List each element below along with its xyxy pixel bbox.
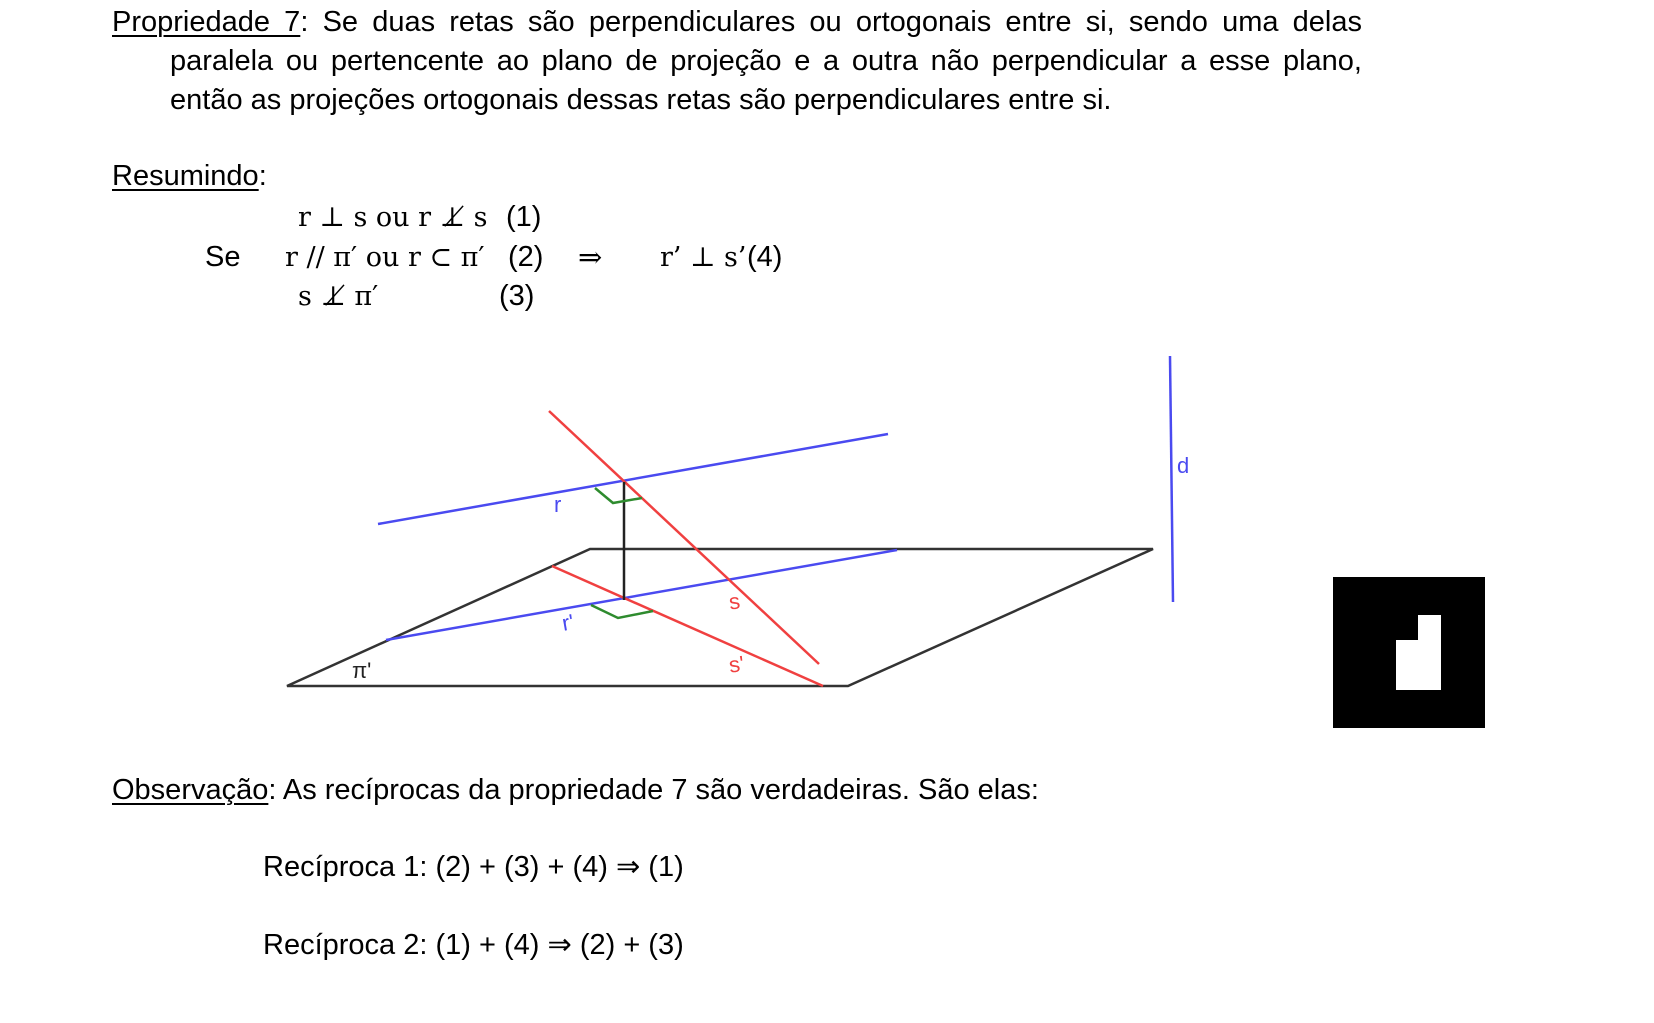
observation-text: : As recíprocas da propriedade 7 são verdadeiras. São elas:	[268, 774, 1039, 806]
line-s	[549, 411, 819, 664]
condition-1: r ⊥ s ou r ⊥̸ s	[298, 202, 488, 233]
result-condition: r’ ⊥ s’	[660, 242, 747, 273]
result-number: (4)	[747, 241, 783, 273]
condition-2-number: (2)	[508, 241, 544, 273]
label-r: r	[554, 492, 562, 517]
summary-se: Se	[205, 241, 241, 273]
property-title: Propriedade 7	[112, 6, 301, 38]
condition-3-number: (3)	[499, 280, 535, 312]
property-line-2: paralela ou pertencente ao plano de projeção e a outra não perpendicular a esse plano,	[170, 45, 1362, 77]
summary-heading: Resumindo:	[112, 160, 267, 192]
condition-2: r // π′ ou r ⊂ π′	[285, 242, 485, 273]
line-r	[378, 434, 888, 524]
line-s-prime	[552, 566, 823, 686]
condition-3: s ⊥̸ π′	[298, 281, 379, 312]
property-text-1: Se duas retas são perpendiculares ou ortogonais entre si, sendo uma delas	[322, 6, 1363, 38]
label-pi: π'	[352, 658, 372, 683]
implies-symbol: ⇒	[578, 240, 603, 274]
summary-title: Resumindo	[112, 160, 259, 192]
black-square-graphic	[1333, 577, 1485, 728]
observation-line	[112, 776, 1039, 805]
label-r-prime: r'	[560, 609, 576, 636]
condition-1-number: (1)	[506, 201, 542, 233]
reciprocal-2: Recíproca 2: (1) + (4) ⇒ (2) + (3)	[263, 929, 684, 961]
line-d	[1170, 356, 1173, 602]
observation-title: Observação	[112, 774, 269, 806]
line-r-prime	[386, 550, 897, 640]
property-line-1-wrap: Propriedade 7: Se duas retas são perpendiculares ou ortogonais entre si, sendo uma delas	[112, 6, 1363, 38]
label-d: d	[1177, 453, 1190, 478]
label-s-prime: s'	[727, 650, 746, 678]
white-shape	[1333, 577, 1485, 728]
property-line-3: então as projeções ortogonais dessas retas são perpendiculares entre si.	[170, 84, 1112, 116]
reciprocal-1: Recíproca 1: (2) + (3) + (4) ⇒ (1)	[263, 851, 684, 883]
label-s: s	[727, 588, 742, 615]
